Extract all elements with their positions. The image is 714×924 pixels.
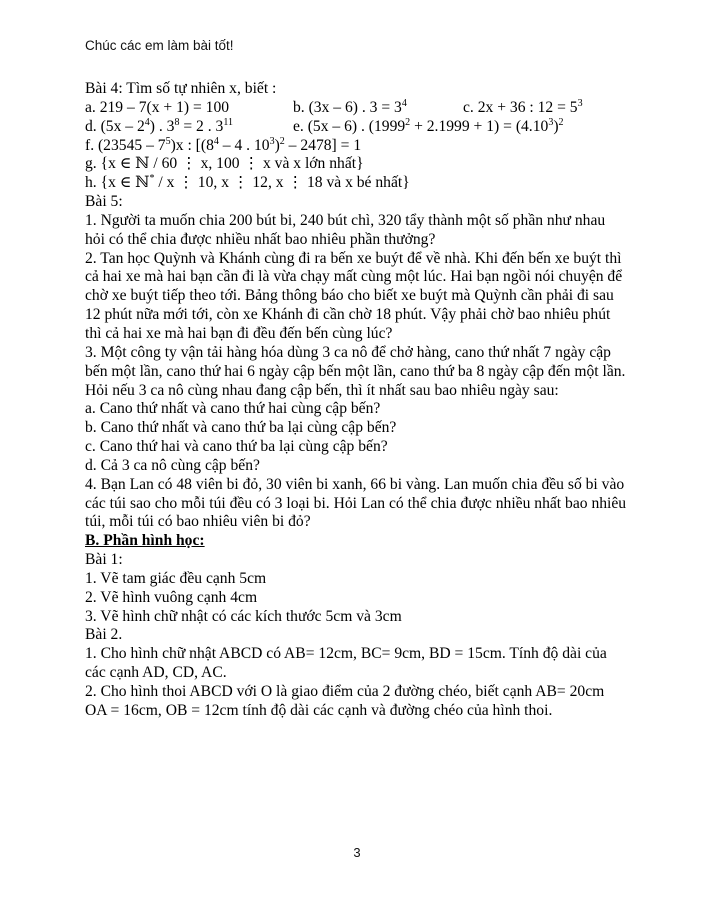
text-line: b. Cano thứ nhất và cano thứ ba lại cùng cập bến? <box>85 419 397 437</box>
document-header-text: Chúc các em làm bài tốt! <box>85 38 234 53</box>
exercise-2-title: Bài 2. <box>85 626 123 644</box>
text-line: bến một lần, cano thứ hai 6 ngày cập bến một lần, cano thứ ba 8 ngày cập đến một lần. <box>85 362 626 380</box>
text-line: 2. Tan học Quỳnh và Khánh cùng đi ra bến xe buýt để về nhà. Khi đến bến xe buýt thì <box>85 249 622 267</box>
document-lines <box>85 80 660 721</box>
text-line: 1. Cho hình chữ nhật ABCD có AB= 12cm, BC= 9cm, BD = 15cm. Tính độ dài của <box>85 645 607 663</box>
text-line: 3. Một công ty vận tải hàng hóa dùng 3 ca nô để chở hàng, cano thứ nhất 7 ngày cập <box>85 343 611 361</box>
text-line: g. {x ∈ ℕ / 60 ⋮ x, 100 ⋮ x và x lớn nhất} <box>85 155 364 173</box>
text-line: a. 219 – 7(x + 1) = 100 b. (3x – 6) . $3 = 3^4$ c. 2x + 36 : $12 = 5^3$ <box>85 97 583 116</box>
exercise-5-title: Bài 5: <box>85 193 123 211</box>
page-number: 3 <box>353 845 361 860</box>
tab-chunk: b. (3x – 6) . $3 = 3^4$ <box>293 97 407 116</box>
exercise-4-title: Bài 4: Tìm số tự nhiên x, biết : <box>85 80 277 97</box>
text-line: Hỏi nếu 3 ca nô cùng nhau đang cập bến, thì ít nhất sau bao nhiêu ngày sau: <box>85 381 559 399</box>
text-line: 1. Người ta muốn chia 200 bút bi, 240 bút chì, 320 tẩy thành một số phần như nhau <box>85 211 606 229</box>
text-line: f. $(23545 - 7^5)x$ : [($8^4 - 4$ . $10^3)^2 - 2478] = 1$ <box>85 135 362 154</box>
text-line: OA = 16cm, OB = 12cm tính độ dài các cạnh và đường chéo của hình thoi. <box>85 701 553 719</box>
text-line: 12 phút nữa mới tới, còn xe Khánh đi cần chờ 18 phút. Vậy phải chờ bao nhiêu phút <box>85 306 611 324</box>
text-line: 4. Bạn Lan có 48 viên bi đỏ, 30 viên bi xanh, 66 bi vàng. Lan muốn chia đều số bi vào <box>85 475 625 493</box>
text-line: túi, mỗi túi có bao nhiêu viên bi đỏ? <box>85 513 311 531</box>
text-line: c. Cano thứ hai và cano thứ ba lại cùng cập bến? <box>85 438 388 456</box>
text-line: các cạnh AD, CD, AC. <box>85 664 227 682</box>
text-line: chờ xe buýt tiếp theo tới. Bảng thông báo cho biết xe buýt mà Quỳnh cần phải đi sau <box>85 287 614 305</box>
text-line: 1. Vẽ tam giác đều cạnh 5cm <box>85 569 267 587</box>
text-line: 2. Vẽ hình vuông cạnh 4cm <box>85 588 258 606</box>
text-line: 3. Vẽ hình chữ nhật có các kích thước 5cm và 3cm <box>85 607 402 625</box>
text-line: 2. Cho hình thoi ABCD với O là giao điểm của 2 đường chéo, biết cạnh AB= 20cm <box>85 683 605 700</box>
tab-chunk: e. (5x – 6) . $(1999^2 + 2.1999 + 1) = (4.10^3)^2$ <box>293 116 564 135</box>
section-b-heading: B. Phần hình học: <box>85 532 205 550</box>
text-line: các túi sao cho mỗi túi đều có 3 loại bi. Hỏi Lan có thể chia được nhiều nhất bao nhiêu <box>85 494 627 512</box>
text-line: d. Cả 3 ca nô cùng cập bến? <box>85 456 260 474</box>
tab-chunk: c. 2x + 36 : $12 = 5^3$ <box>463 97 583 116</box>
exercise-1-title: Bài 1: <box>85 551 123 569</box>
text-line: d. $(5x - 2^4)$ . $3^8 = 2$ . $3^{11}$ e. (5x – 6) . $(1999^2 + 2.1999 + 1) = (4.10^3)^2$ <box>85 116 564 135</box>
text-line: a. Cano thứ nhất và cano thứ hai cùng cập bến? <box>85 400 381 418</box>
text-line: h. {x ∈ ℕ* / x ⋮ 10, x ⋮ 12, x ⋮ 18 và x bé nhất} <box>85 173 410 192</box>
text-line: thì cả hai xe mà hai bạn đi đều đến bến cùng lúc? <box>85 324 393 342</box>
text-line: cả hai xe mà hai bạn cần đi là vừa chạy mất cùng một lúc. Hai bạn ngồi nói chuyện để <box>85 268 623 286</box>
text-line: hỏi có thể chia được nhiều nhất bao nhiêu phần thưởng? <box>85 230 436 248</box>
